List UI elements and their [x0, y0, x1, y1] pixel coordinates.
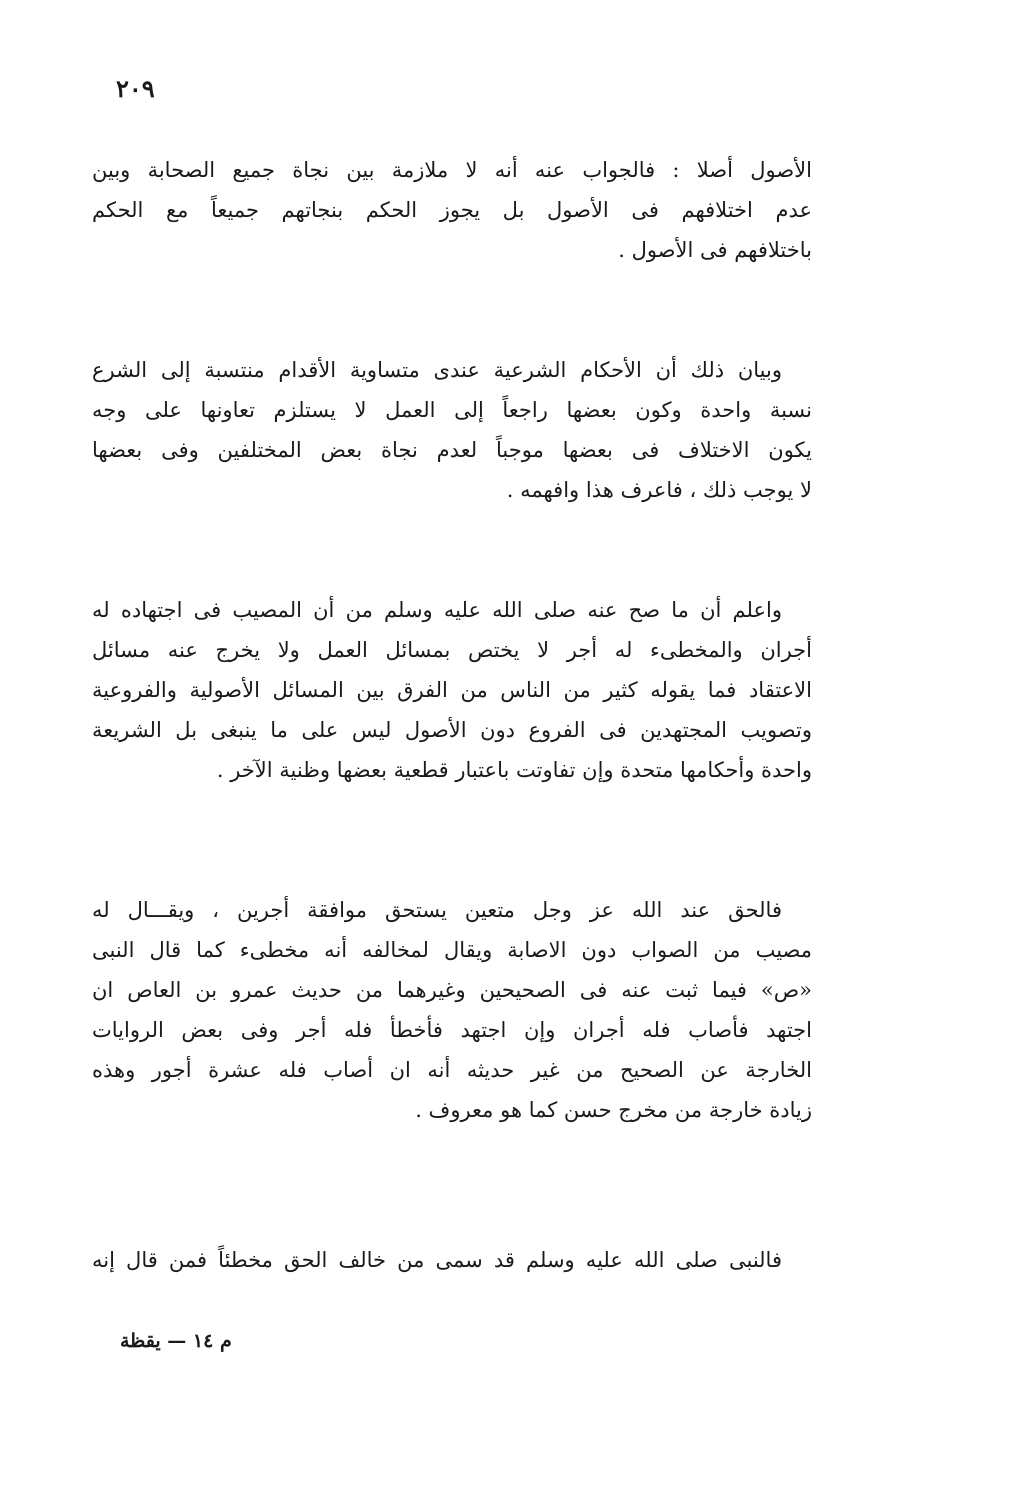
signature-mark: م ١٤ — يقظة [120, 1330, 232, 1352]
paragraph-2 [92, 350, 812, 510]
text-line: الأصول أصلا : فالجواب عنه أنه لا ملازمة بين نجاة جميع الصحابة وبين [92, 158, 812, 182]
text-line: فالحق عند الله عز وجل متعين يستحق موافقة أجرين ، ويقـــال له [92, 898, 782, 922]
text-line: الاعتقاد فما يقوله كثير من الناس من الفرق بين المسائل الأصولية والفروعية [92, 678, 812, 702]
paragraph-1 [92, 150, 812, 270]
text-line: زيادة خارجة من مخرج حسن كما هو معروف . [415, 1098, 812, 1122]
paragraph-3 [92, 590, 812, 790]
text-line: أجران والمخطىء له أجر لا يختص بمسائل العمل ولا يخرج عنه مسائل [92, 638, 812, 662]
text-line: نسبة واحدة وكون بعضها راجعاً إلى العمل لا يستلزم تعاونها على وجه [92, 398, 812, 422]
text-line: مصيب من الصواب دون الاصابة ويقال لمخالفه أنه مخطىء كما قال النبى [92, 938, 812, 962]
page-number: ٢٠٩ [116, 74, 155, 103]
text-line: لا يوجب ذلك ، فاعرف هذا وافهمه . [506, 478, 812, 502]
text-line: باختلافهم فى الأصول . [618, 238, 812, 262]
text-line: اجتهد فأصاب فله أجران وإن اجتهد فأخطأ فله أجر وفى بعض الروايات [92, 1018, 812, 1042]
text-line: واحدة وأحكامها متحدة وإن تفاوتت باعتبار قطعية بعضها وظنية الآخر . [216, 758, 812, 782]
paragraph-5 [92, 1240, 812, 1280]
text-line: وتصويب المجتهدين فى الفروع دون الأصول ليس على ما ينبغى بل الشريعة [92, 718, 812, 742]
text-line: الخارجة عن الصحيح من غير حديثه أنه ان أصاب فله عشرة أجور وهذه [92, 1058, 812, 1082]
text-line: واعلم أن ما صح عنه صلى الله عليه وسلم من أن المصيب فى اجتهاده له [92, 598, 782, 622]
text-line: يكون الاختلاف فى بعضها موجباً لعدم نجاة بعض المختلفين وفى بعضها [92, 438, 812, 462]
text-line: «ص» فيما ثبت عنه فى الصحيحين وغيرهما من حديث عمرو بن العاص ان [92, 978, 812, 1002]
text-line: وبيان ذلك أن الأحكام الشرعية عندى متساوية الأقدام منتسبة إلى الشرع [92, 358, 782, 382]
text-line: عدم اختلافهم فى الأصول بل يجوز الحكم بنجاتهم جميعاً مع الحكم [92, 198, 812, 222]
paragraph-4 [92, 890, 812, 1130]
text-line: فالنبى صلى الله عليه وسلم قد سمى من خالف الحق مخطئاً فمن قال إنه [92, 1248, 782, 1272]
